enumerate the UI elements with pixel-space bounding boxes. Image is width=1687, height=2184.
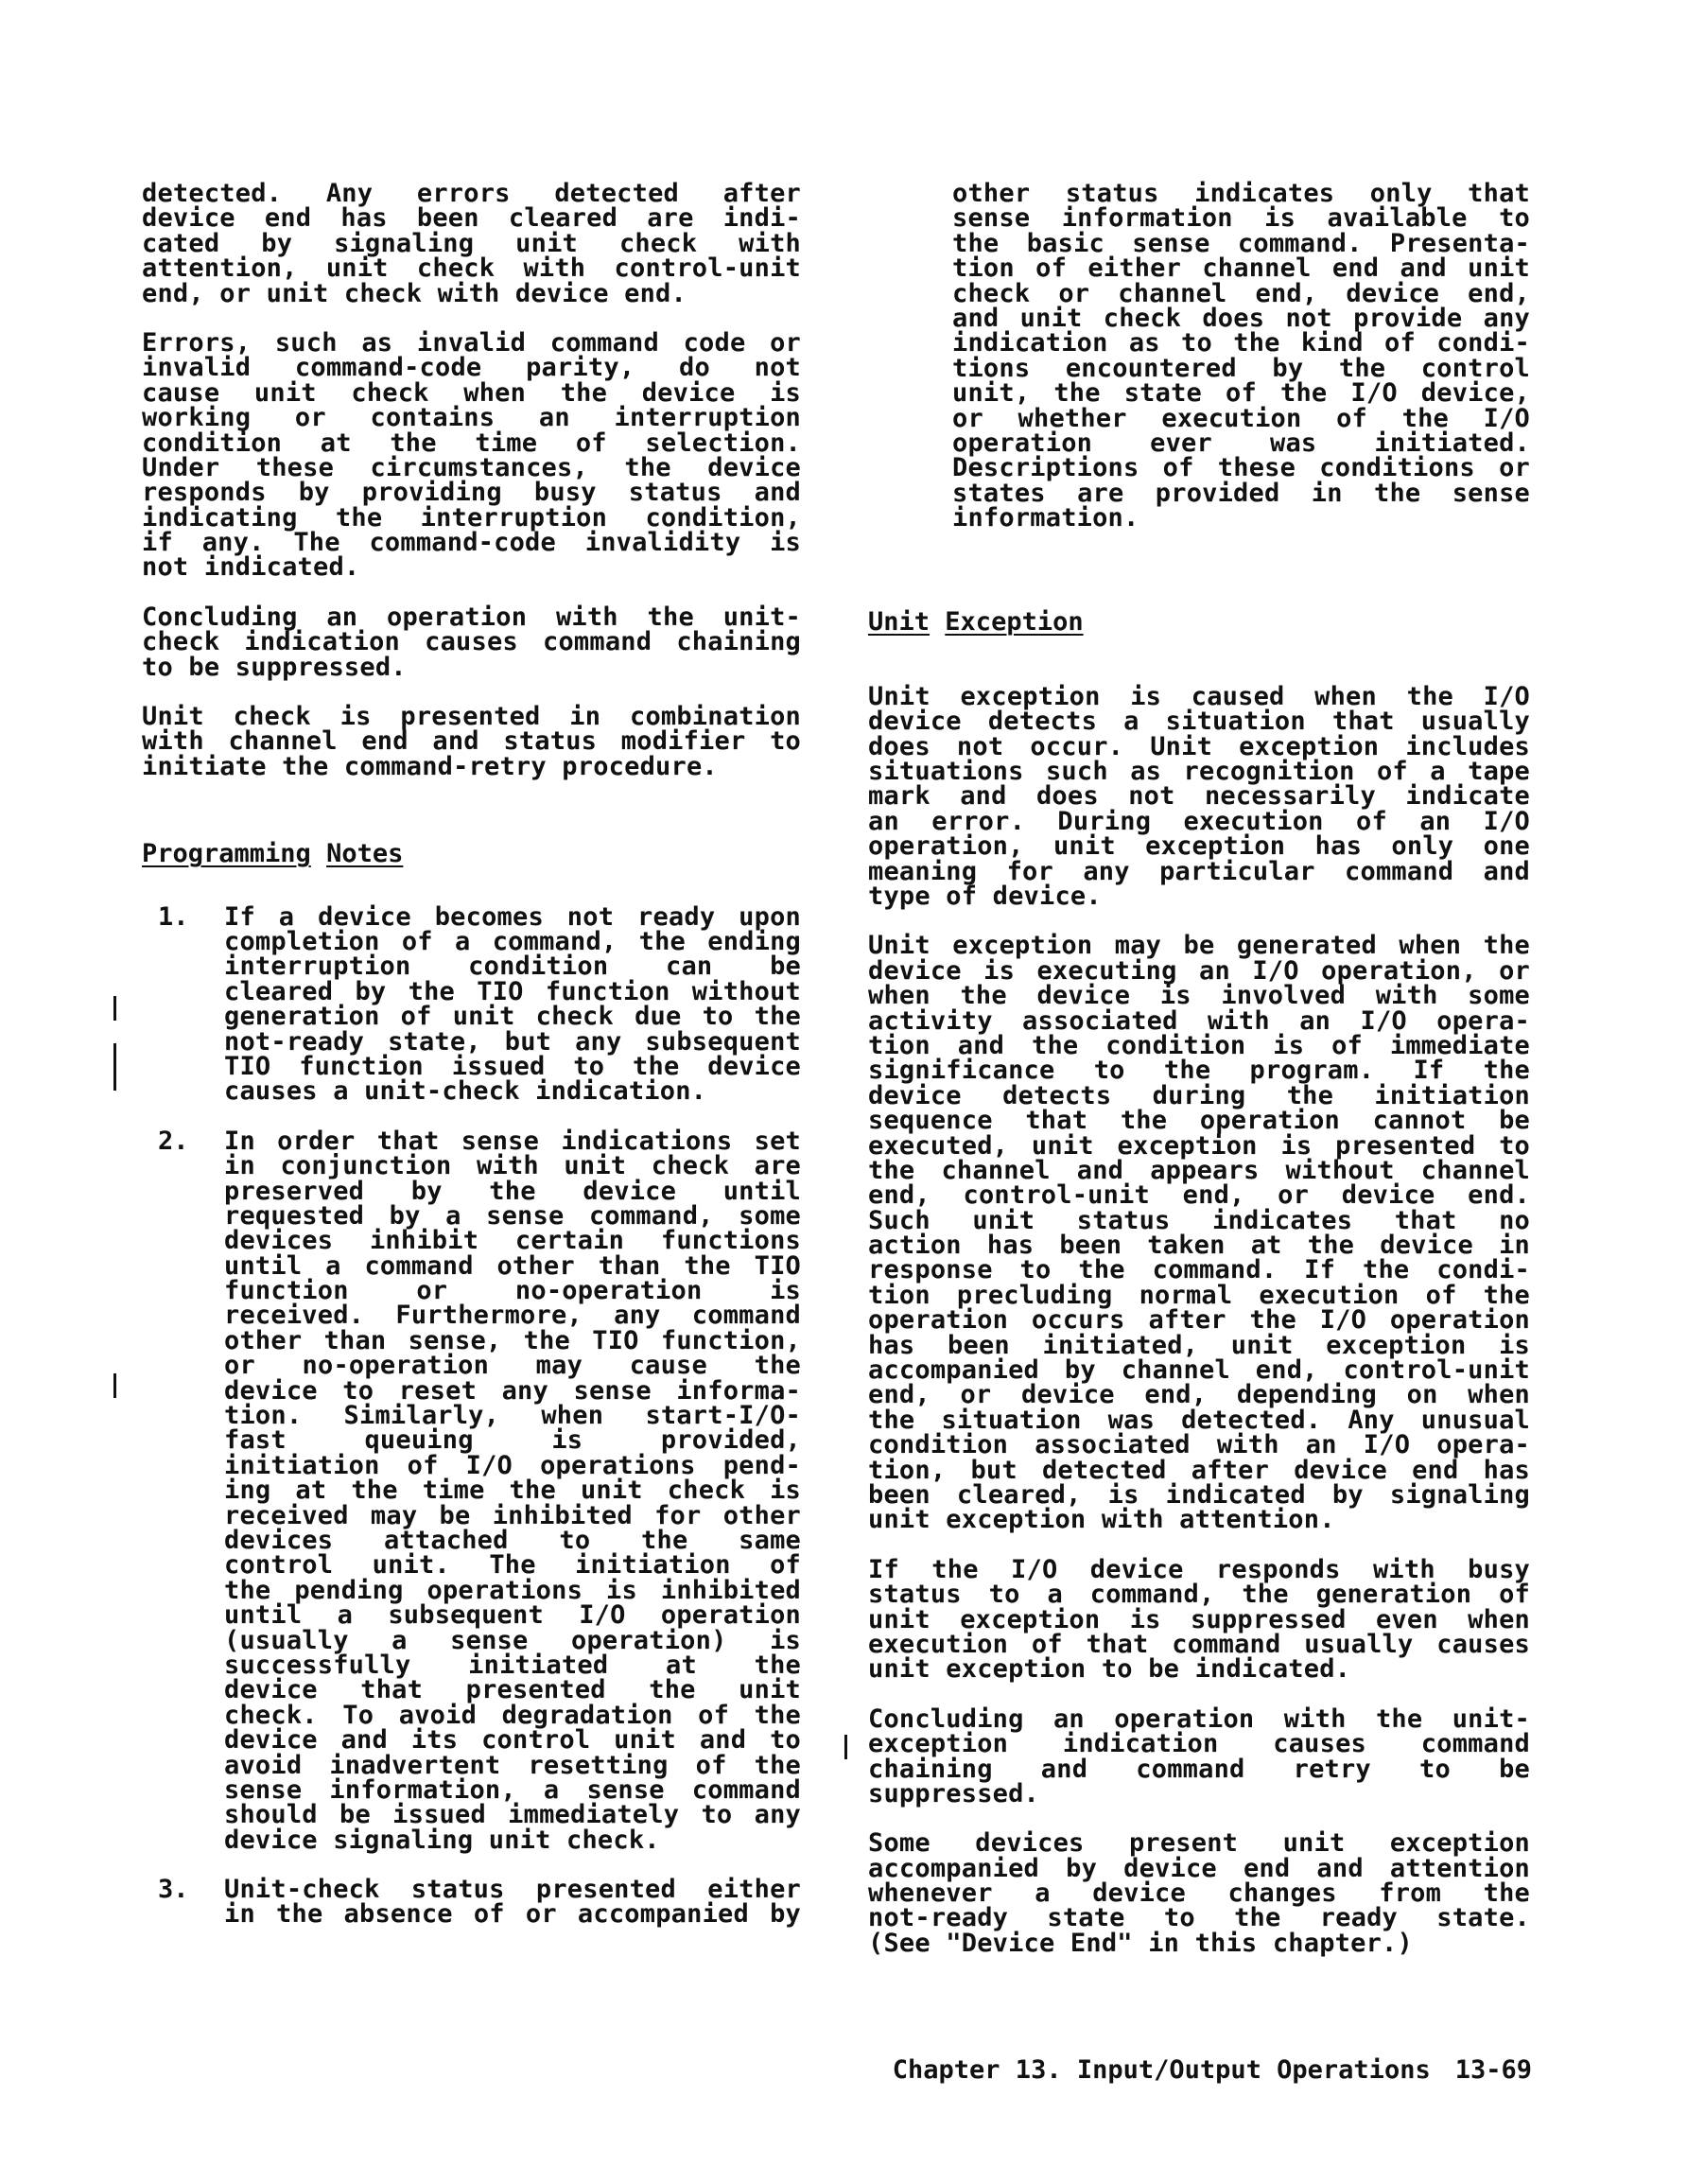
text-line: initiation of I/O operations pend- xyxy=(224,1450,801,1480)
text-line: tion precluding normal execution of the xyxy=(868,1280,1530,1310)
text-line: other status indicates only that xyxy=(952,179,1530,208)
text-line: device end has been cleared are indi- xyxy=(142,203,801,234)
text-line: the channel and appears without channel xyxy=(868,1155,1530,1185)
text-line: unit exception to be indicated. xyxy=(868,1654,1351,1685)
text-line: indication as to the kind of condi- xyxy=(952,328,1530,358)
list-number: 3. xyxy=(158,1875,189,1905)
text-line: completion of a command, the ending xyxy=(224,927,801,956)
page-number: 13-69 xyxy=(1454,2055,1532,2085)
text-line: cause unit check when the device is xyxy=(142,377,801,408)
text-line: Such unit status indicates that no xyxy=(868,1205,1530,1235)
list-item-2 xyxy=(142,1126,801,1855)
text-line: exception indication causes command xyxy=(868,1729,1530,1759)
text-line: Unit exception is caused when the I/O xyxy=(868,681,1530,711)
paragraph-errors-after-device-end xyxy=(142,179,801,308)
text-line: received. Furthermore, any command xyxy=(224,1301,801,1331)
text-line: If a device becomes not ready upon xyxy=(224,901,801,932)
text-line: accompanied by channel end, control-unit xyxy=(868,1355,1530,1386)
text-line: cated by signaling unit check with xyxy=(142,228,801,258)
text-line: working or contains an interruption xyxy=(142,403,801,433)
text-line: Concluding an operation with the unit- xyxy=(868,1704,1530,1734)
text-line: does not occur. Unit exception includes xyxy=(868,731,1530,761)
text-line: until a command other than the TIO xyxy=(224,1250,801,1281)
text-line: device is executing an I/O operation, or xyxy=(868,955,1530,986)
text-line: and unit check does not provide any xyxy=(952,303,1530,333)
paragraph-unit-exception-generation xyxy=(868,931,1530,1535)
page-footer xyxy=(832,2055,1532,2085)
heading-word: Exception xyxy=(945,607,1084,638)
text-line: ing at the time the unit check is xyxy=(224,1476,801,1506)
list-item-text xyxy=(224,1126,801,1855)
text-line: tion, but detected after device end has xyxy=(868,1455,1530,1485)
text-line: operation ever was initiated. xyxy=(952,428,1530,458)
paragraph-unit-exception-definition xyxy=(868,681,1530,911)
text-line: chaining and command retry to be xyxy=(868,1754,1530,1784)
text-line: device detects a situation that usually xyxy=(868,707,1530,737)
text-line: Some devices present unit exception xyxy=(868,1828,1530,1859)
text-line: (usually a sense operation) is xyxy=(224,1625,801,1655)
text-line: status to a command, the generation of xyxy=(868,1580,1530,1610)
text-line: check or channel end, device end, xyxy=(952,278,1530,308)
text-line: unit exception is suppressed even when xyxy=(868,1604,1530,1634)
section-heading-programming-notes xyxy=(142,839,801,869)
text-line: whenever a device changes from the xyxy=(868,1878,1530,1909)
change-bar xyxy=(113,996,116,1021)
text-line: Unit-check status presented either xyxy=(224,1875,801,1905)
text-line: device signaling unit check. xyxy=(224,1825,660,1855)
text-line: end, control-unit end, or device end. xyxy=(868,1180,1530,1211)
text-line: Unit check is presented in combination xyxy=(142,702,801,732)
text-line: sense information, a sense command xyxy=(224,1774,801,1805)
text-line: or no-operation may cause the xyxy=(224,1351,801,1381)
text-line: generation of unit check due to the xyxy=(224,1002,801,1032)
text-line: should be issued immediately to any xyxy=(224,1800,801,1830)
left-column xyxy=(142,179,801,1930)
text-line: invalid command-code parity, do not xyxy=(142,353,801,383)
text-line: interruption condition can be xyxy=(224,952,801,982)
text-line: operation, unit exception has only one xyxy=(868,831,1530,862)
text-line: type of device. xyxy=(868,882,1102,911)
text-line: In order that sense indications set xyxy=(224,1126,801,1156)
text-line: accompanied by device end and attention xyxy=(868,1853,1530,1883)
text-line: preserved by the device until xyxy=(224,1176,801,1206)
text-line: Concluding an operation with the unit- xyxy=(142,602,801,632)
text-line: condition at the time of selection. xyxy=(142,428,801,458)
text-line: Under these circumstances, the device xyxy=(142,452,801,482)
text-line: end, or device end, depending on when xyxy=(868,1380,1530,1410)
text-line: in the absence of or accompanied by xyxy=(224,1899,801,1930)
text-line: the situation was detected. Any unusual xyxy=(868,1405,1530,1435)
heading-word: Unit xyxy=(868,607,930,638)
list-number: 2. xyxy=(158,1126,189,1156)
section-heading-unit-exception xyxy=(868,607,1530,638)
text-line: other than sense, the TIO function, xyxy=(224,1325,801,1355)
paragraph-busy-status xyxy=(868,1554,1530,1685)
text-line: meaning for any particular command and xyxy=(868,856,1530,886)
paragraph-not-ready-to-ready xyxy=(868,1828,1530,1958)
text-line: been cleared, is indicated by signaling xyxy=(868,1479,1530,1510)
text-line: suppressed. xyxy=(868,1778,1040,1808)
text-line: not-ready state to the ready state. xyxy=(868,1903,1530,1933)
text-line: fast queuing is provided, xyxy=(224,1425,801,1456)
text-line: not indicated. xyxy=(142,552,360,583)
text-line: sense information is available to xyxy=(952,203,1530,234)
text-line: device detects during the initiation xyxy=(868,1080,1530,1110)
text-line: unit, the state of the I/O device, xyxy=(952,378,1530,409)
text-line: causes a unit-check indication. xyxy=(224,1076,707,1107)
text-line: or whether execution of the I/O xyxy=(952,403,1530,433)
text-line: device and its control unit and to xyxy=(224,1725,801,1756)
text-line: end, or unit check with device end. xyxy=(142,278,687,308)
list-item-text xyxy=(224,901,801,1107)
text-line: detected. Any errors detected after xyxy=(142,179,801,208)
text-line: Errors, such as invalid command code or xyxy=(142,327,801,358)
text-line: tion. Similarly, when start-I/O- xyxy=(224,1401,801,1431)
text-line: check. To avoid degradation of the xyxy=(224,1700,801,1730)
text-line: until a subsequent I/O operation xyxy=(224,1600,801,1631)
paragraph-invalid-command-errors xyxy=(142,327,801,583)
text-line: tion of either channel end and unit xyxy=(952,253,1530,284)
text-line: the basic sense command. Presenta- xyxy=(952,228,1530,258)
heading-word: Notes xyxy=(326,839,404,869)
text-line: unit exception with attention. xyxy=(868,1505,1335,1535)
text-line: successfully initiated at the xyxy=(224,1650,801,1680)
text-line: when the device is involved with some xyxy=(868,981,1530,1011)
text-line: initiate the command-retry procedure. xyxy=(142,751,718,781)
text-line: function or no-operation is xyxy=(224,1276,801,1306)
text-line: check indication causes command chaining xyxy=(142,627,801,657)
text-line: tions encountered by the control xyxy=(952,353,1530,383)
text-line: in conjunction with unit check are xyxy=(224,1151,801,1181)
list-item-text xyxy=(224,1875,801,1930)
text-line: device that presented the unit xyxy=(224,1675,801,1705)
list-item-3-continuation xyxy=(868,179,1530,533)
change-bar xyxy=(113,1373,116,1398)
text-line: attention, unit check with control-unit xyxy=(142,253,801,284)
change-bar xyxy=(113,1043,116,1091)
list-item-3 xyxy=(142,1875,801,1930)
text-line: (See "Device End" in this chapter.) xyxy=(868,1928,1413,1958)
text-line: execution of that command usually causes xyxy=(868,1629,1530,1659)
text-line: action has been taken at the device in xyxy=(868,1231,1530,1261)
change-bar xyxy=(844,1735,847,1759)
list-number: 1. xyxy=(158,901,189,932)
list-item-1 xyxy=(142,901,801,1107)
footer-chapter-title: Chapter 13. Input/Output Operations xyxy=(892,2055,1431,2085)
text-line: received may be inhibited for other xyxy=(224,1500,801,1530)
text-line: an error. During execution of an I/O xyxy=(868,806,1530,836)
text-line: not-ready state, but any subsequent xyxy=(224,1026,801,1057)
text-line: Descriptions of these conditions or xyxy=(952,453,1530,483)
text-line: sequence that the operation cannot be xyxy=(868,1106,1530,1136)
text-line: situations such as recognition of a tape xyxy=(868,757,1530,787)
text-line: operation occurs after the I/O operation xyxy=(868,1305,1530,1336)
text-line: cleared by the TIO function without xyxy=(224,976,801,1006)
text-line: states are provided in the sense xyxy=(952,478,1530,508)
text-line: if any. The command-code invalidity is xyxy=(142,528,801,558)
text-line: If the I/O device responds with busy xyxy=(868,1554,1530,1584)
right-column xyxy=(868,179,1530,1981)
text-line: to be suppressed. xyxy=(142,652,407,682)
text-line: control unit. The initiation of xyxy=(224,1550,801,1581)
text-line: TIO function issued to the device xyxy=(224,1051,801,1081)
text-line: mark and does not necessarily indicate xyxy=(868,781,1530,812)
text-line: information. xyxy=(952,503,1139,533)
text-line: requested by a sense command, some xyxy=(224,1200,801,1231)
text-line: significance to the program. If the xyxy=(868,1056,1530,1086)
paragraph-concluding-unit-exception xyxy=(868,1704,1530,1808)
text-line: has been initiated, unit exception is xyxy=(868,1330,1530,1360)
text-line: activity associated with an I/O opera- xyxy=(868,1005,1530,1036)
text-line: device to reset any sense informa- xyxy=(224,1375,801,1406)
text-line: with channel end and status modifier to xyxy=(142,726,801,757)
text-line: avoid inadvertent resetting of the xyxy=(224,1750,801,1780)
text-line: condition associated with an I/O opera- xyxy=(868,1430,1530,1460)
text-line: indicating the interruption condition, xyxy=(142,502,801,533)
text-line: tion and the condition is of immediate xyxy=(868,1030,1530,1060)
text-line: devices attached to the same xyxy=(224,1525,801,1555)
text-line: responds by providing busy status and xyxy=(142,478,801,508)
paragraph-command-retry xyxy=(142,702,801,781)
text-line: response to the command. If the condi- xyxy=(868,1255,1530,1285)
paragraph-concluding-unit-check xyxy=(142,602,801,682)
text-line: executed, unit exception is presented to xyxy=(868,1130,1530,1161)
text-line: devices inhibit certain functions xyxy=(224,1226,801,1256)
heading-word: Programming xyxy=(142,839,311,869)
text-line: the pending operations is inhibited xyxy=(224,1575,801,1605)
text-line: Unit exception may be generated when the xyxy=(868,931,1530,961)
